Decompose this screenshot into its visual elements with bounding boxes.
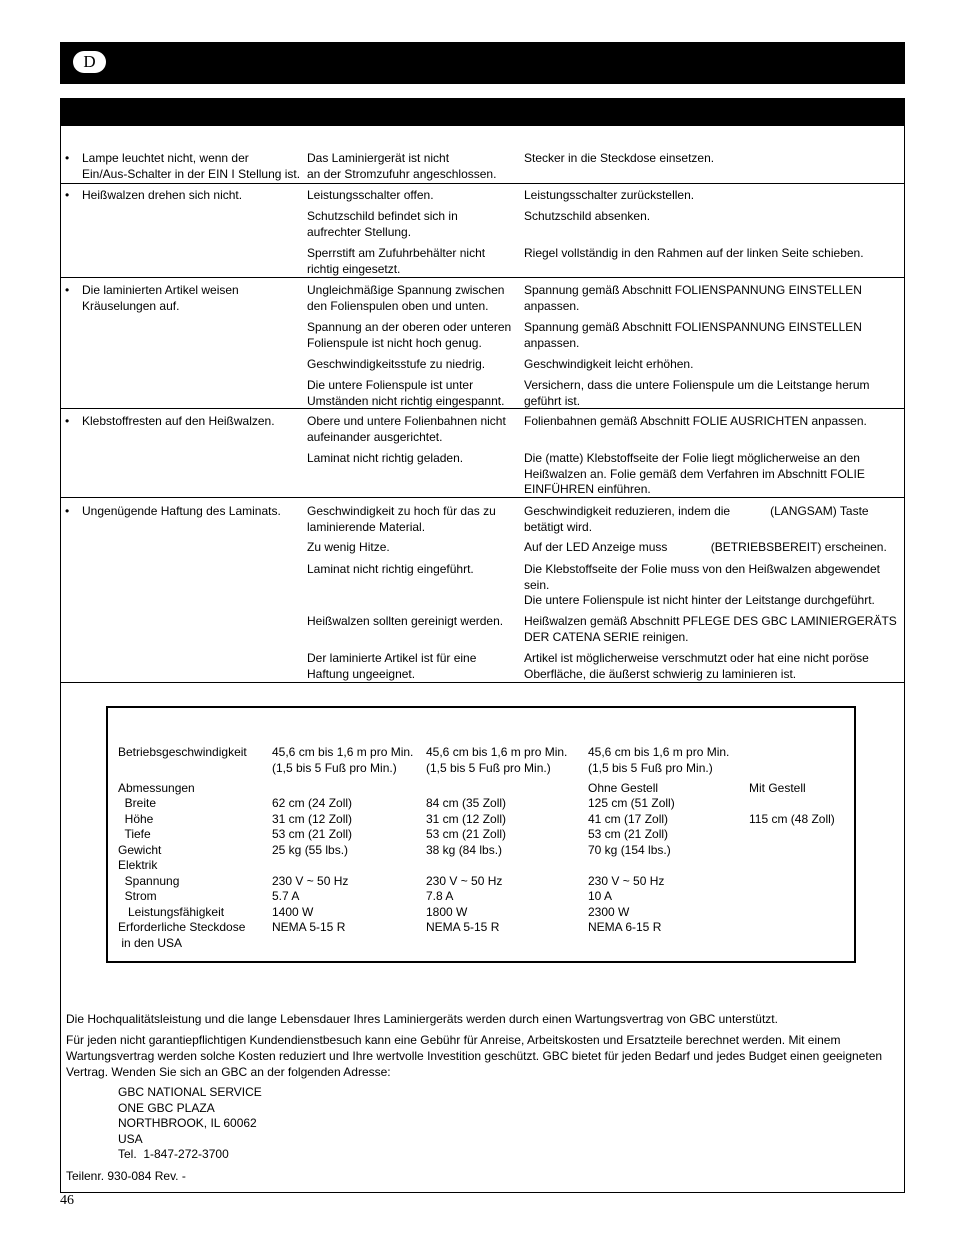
- bullet-icon: •: [65, 414, 70, 428]
- cause-text: [307, 246, 519, 277]
- solution-text-line: anpassen.: [524, 335, 580, 350]
- spec-value: 45,6 cm bis 1,6 m pro Min.: [588, 745, 730, 759]
- solution-text: [524, 378, 899, 409]
- cause-text-line: Folienspule ist nicht hoch genug.: [307, 335, 482, 350]
- cause-text-line: Ungleichmäßige Spannung zwischen: [307, 283, 505, 297]
- spec-value: 53 cm (21 Zoll): [272, 827, 353, 842]
- problem-text: [82, 414, 302, 430]
- cause-text-line: Heißwalzen sollten gereinigt werden.: [307, 614, 504, 628]
- cause-text-line: laminierende Material.: [307, 519, 426, 534]
- spec-value: 31 cm (12 Zoll): [426, 811, 507, 826]
- cause-text-line: Schutzschild befindet sich in: [307, 209, 458, 223]
- problem-text-line: Kräuselungen auf.: [82, 298, 180, 313]
- spec-value: 5.7 A: [272, 889, 300, 904]
- solution-text: [524, 320, 899, 351]
- spec-value: 70 kg (154 lbs.): [588, 842, 671, 857]
- solution-text: [524, 188, 899, 204]
- cause-text-line: Spannung an der oberen oder unteren: [307, 320, 512, 334]
- solution-text: [524, 540, 899, 556]
- cause-text: [307, 651, 519, 682]
- spec-value: 53 cm (21 Zoll): [588, 827, 669, 842]
- bullet-icon: •: [65, 151, 70, 165]
- spec-value: 31 cm (12 Zoll): [272, 811, 353, 826]
- address-line: GBC NATIONAL SERVICE: [118, 1085, 262, 1099]
- problem-text: [82, 283, 302, 314]
- cause-text-line: Das Laminiergerät ist nicht: [307, 151, 450, 165]
- solution-text: [524, 151, 899, 167]
- cause-text-line: Geschwindigkeitsstufe zu niedrig.: [307, 357, 486, 371]
- spec-value: Ohne Gestell: [588, 780, 659, 795]
- solution-text-line: Stecker in die Steckdose einsetzen.: [524, 151, 715, 165]
- solution-text-line: Auf der LED Anzeige muss (BETRIEBSBEREIT) erscheinen.: [524, 540, 887, 554]
- language-header-bar: [60, 42, 905, 84]
- solution-text: [524, 283, 899, 314]
- solution-text-line: Spannung gemäß Abschnitt FOLIENSPANNUNG EINSTELLEN: [524, 320, 862, 334]
- solution-text: [524, 614, 899, 645]
- solution-text-line: Heißwalzen gemäß Abschnitt PFLEGE DES GBC LAMINIERGERÄTS: [524, 614, 897, 628]
- solution-text-line: sein.: [524, 577, 550, 592]
- cause-text-line: Laminat nicht richtig eingeführt.: [307, 562, 474, 576]
- problem-text-line: Heißwalzen drehen sich nicht.: [82, 188, 243, 202]
- solution-text: [524, 209, 899, 225]
- solution-text: [524, 504, 899, 535]
- problem-text-line: Ein/Aus-Schalter in der EIN I Stellung ist.: [82, 166, 301, 181]
- solution-text-line: Schutzschild absenken.: [524, 209, 651, 223]
- cause-text-line: Der laminierte Artikel ist für eine: [307, 651, 477, 665]
- solution-text-line: Geschwindigkeit reduzieren, indem die (LANGSAM) Taste: [524, 504, 869, 518]
- spec-value: 7.8 A: [426, 889, 454, 904]
- solution-text-line: EINFÜHREN einführen.: [524, 482, 651, 496]
- solution-text-line: Die untere Folienspule ist nicht hinter der Leitstange durchgeführt.: [524, 593, 875, 607]
- solution-text-line: Folienbahnen gemäß Abschnitt FOLIE AUSRICHTEN anpassen.: [524, 414, 867, 428]
- cause-text-line: Obere und untere Folienbahnen nicht: [307, 414, 506, 428]
- cause-text: [307, 188, 519, 204]
- spec-value: 84 cm (35 Zoll): [426, 796, 507, 811]
- problem-text: [82, 504, 302, 520]
- cause-text: [307, 283, 519, 314]
- spec-label: Leistungsfähigkeit: [118, 904, 225, 919]
- spec-value: 2300 W: [588, 904, 630, 919]
- solution-text-line: Die Klebstoffseite der Folie muss von den Heißwalzen abgewendet: [524, 562, 880, 576]
- solution-text-line: Geschwindigkeit leicht erhöhen.: [524, 357, 694, 371]
- address-line: NORTHBROOK, IL 60062: [118, 1116, 257, 1130]
- spec-label: in den USA: [118, 935, 183, 950]
- spec-value: 25 kg (55 lbs.): [272, 842, 349, 857]
- solution-text-line: Versichern, dass die untere Folienspule um die Leitstange herum: [524, 378, 870, 392]
- address-line: USA: [118, 1131, 143, 1146]
- solution-text: [524, 451, 899, 498]
- cause-text-line: Sperrstift am Zufuhrbehälter nicht: [307, 246, 486, 260]
- cause-text-line: aufeinander ausgerichtet.: [307, 429, 443, 444]
- bullet-icon: •: [65, 504, 70, 518]
- cause-text: [307, 151, 519, 182]
- cause-text-line: Geschwindigkeit zu hoch für das zu: [307, 504, 496, 518]
- problem-text-line: Klebstoffresten auf den Heißwalzen.: [82, 414, 275, 428]
- spec-label: Elektrik: [118, 858, 158, 873]
- cause-text: [307, 504, 519, 535]
- spec-label: Betriebsgeschwindigkeit: [118, 745, 247, 759]
- spec-label: Strom: [118, 889, 157, 904]
- spec-value: NEMA 6-15 R: [588, 920, 662, 935]
- cause-text-line: aufrechter Stellung.: [307, 224, 412, 239]
- solution-text-line: Heißwalzen an. Folie gemäß dem Verfahren im Abschnitt FOLIE: [524, 466, 865, 481]
- spec-label: Höhe: [118, 811, 154, 826]
- cause-text-line: Laminat nicht richtig geladen.: [307, 451, 464, 465]
- spec-value: 1400 W: [272, 904, 314, 919]
- spec-label: Tiefe: [118, 827, 151, 842]
- solution-text-line: Oberfläche, die äußerst schwierig zu laminieren ist.: [524, 666, 797, 681]
- spec-label: Spannung: [118, 873, 180, 888]
- solution-text-line: geführt ist.: [524, 393, 581, 408]
- problem-text: [82, 151, 302, 182]
- spec-label: Gewicht: [118, 842, 162, 857]
- spec-label: Breite: [118, 796, 157, 811]
- spec-value: 62 cm (24 Zoll): [272, 796, 353, 811]
- cause-text: [307, 378, 519, 409]
- language-badge: D: [73, 51, 106, 73]
- part-number: Teilenr. 930-084 Rev. -: [66, 1169, 186, 1183]
- service-paragraph-2: Für jeden nicht garantiepflichtigen Kundendienstbesuch kann eine Gebühr für Anreise, Arbeitskosten und Ersatzteile berechnet werden. Mit einem Wartungsvertrag werden solche Kosten reduziert und Ihre wertvolle Investition geschützt. GBC bietet für jeden Bedarf und jedes Budget einen geeigneten Vertrag. Wenden Sie sich an GBC an der folgenden Adresse:: [66, 1033, 883, 1079]
- bullet-icon: •: [65, 188, 70, 202]
- cause-text-line: Umständen nicht richtig eingespannt.: [307, 393, 505, 408]
- cause-text: [307, 562, 519, 578]
- spec-value: (1,5 bis 5 Fuß pro Min.): [588, 760, 713, 775]
- spec-value: Mit Gestell: [749, 780, 806, 795]
- spec-value: 125 cm (51 Zoll): [588, 796, 675, 811]
- cause-text: [307, 320, 519, 351]
- spec-value: 115 cm (48 Zoll): [749, 811, 835, 826]
- spec-value: 230 V ~ 50 Hz: [272, 873, 349, 888]
- spec-value: 230 V ~ 50 Hz: [426, 873, 503, 888]
- cause-text: [307, 451, 519, 467]
- solution-text-line: Artikel ist möglicherweise verschmutzt oder hat eine nicht poröse: [524, 651, 869, 665]
- solution-text-line: DER CATENA SERIE reinigen.: [524, 629, 689, 644]
- cause-text-line: an der Stromzufuhr angeschlossen.: [307, 166, 497, 181]
- service-paragraph-1: Die Hochqualitätsleistung und die lange Lebensdauer Ihres Laminiergeräts werden durch einen Wartungsvertrag von GBC unterstützt.: [66, 1012, 778, 1026]
- cause-text-line: Leistungsschalter offen.: [307, 188, 434, 202]
- solution-text: [524, 357, 899, 373]
- address-line: Tel. 1-847-272-3700: [118, 1147, 229, 1161]
- problem-text: [82, 188, 302, 204]
- bullet-icon: •: [65, 283, 70, 297]
- spec-value: NEMA 5-15 R: [272, 920, 346, 935]
- spec-value: (1,5 bis 5 Fuß pro Min.): [426, 760, 551, 775]
- cause-text-line: Zu wenig Hitze.: [307, 540, 390, 554]
- cause-text-line: Die untere Folienspule ist unter: [307, 378, 474, 392]
- solution-text-line: Spannung gemäß Abschnitt FOLIENSPANNUNG EINSTELLEN: [524, 283, 862, 297]
- spec-value: 230 V ~ 50 Hz: [588, 873, 665, 888]
- spec-value: 10 A: [588, 889, 613, 904]
- address-line: ONE GBC PLAZA: [118, 1100, 215, 1115]
- cause-text: [307, 414, 519, 445]
- spec-value: 41 cm (17 Zoll): [588, 811, 669, 826]
- solution-text: [524, 414, 899, 430]
- cause-text: [307, 209, 519, 240]
- spec-value: 1800 W: [426, 904, 468, 919]
- spec-value: (1,5 bis 5 Fuß pro Min.): [272, 760, 397, 775]
- solution-text: [524, 562, 899, 609]
- spec-value: 45,6 cm bis 1,6 m pro Min.: [426, 745, 568, 759]
- solution-text-line: anpassen.: [524, 298, 580, 313]
- solution-text-line: Die (matte) Klebstoffseite der Folie liegt möglicherweise an den: [524, 451, 860, 465]
- solution-text-line: Riegel vollständig in den Rahmen auf der linken Seite schieben.: [524, 246, 864, 260]
- problem-text-line: Ungenügende Haftung des Laminats.: [82, 504, 281, 518]
- solution-text: [524, 246, 899, 262]
- spec-label: Erforderliche Steckdose: [118, 920, 246, 935]
- cause-text: [307, 357, 519, 373]
- problem-text-line: Lampe leuchtet nicht, wenn der: [82, 151, 249, 165]
- content-frame: [60, 98, 905, 1193]
- cause-text-line: den Folienspulen oben und unten.: [307, 298, 489, 313]
- problem-text-line: Die laminierten Artikel weisen: [82, 283, 239, 297]
- section-header-bar: [61, 99, 904, 126]
- spec-label: Abmessungen: [118, 780, 195, 795]
- spec-value: 38 kg (84 lbs.): [426, 842, 503, 857]
- spec-value: 53 cm (21 Zoll): [426, 827, 507, 842]
- cause-text-line: Haftung ungeeignet.: [307, 666, 416, 681]
- cause-text: [307, 614, 519, 630]
- solution-text-line: betätigt wird.: [524, 519, 593, 534]
- cause-text-line: richtig eingesetzt.: [307, 261, 401, 276]
- page-number: 46: [60, 1193, 74, 1208]
- solution-text-line: Leistungsschalter zurückstellen.: [524, 188, 695, 202]
- cause-text: [307, 540, 519, 556]
- specifications-table: [106, 706, 856, 963]
- solution-text: [524, 651, 899, 682]
- spec-value: 45,6 cm bis 1,6 m pro Min.: [272, 745, 414, 759]
- spec-value: NEMA 5-15 R: [426, 920, 500, 935]
